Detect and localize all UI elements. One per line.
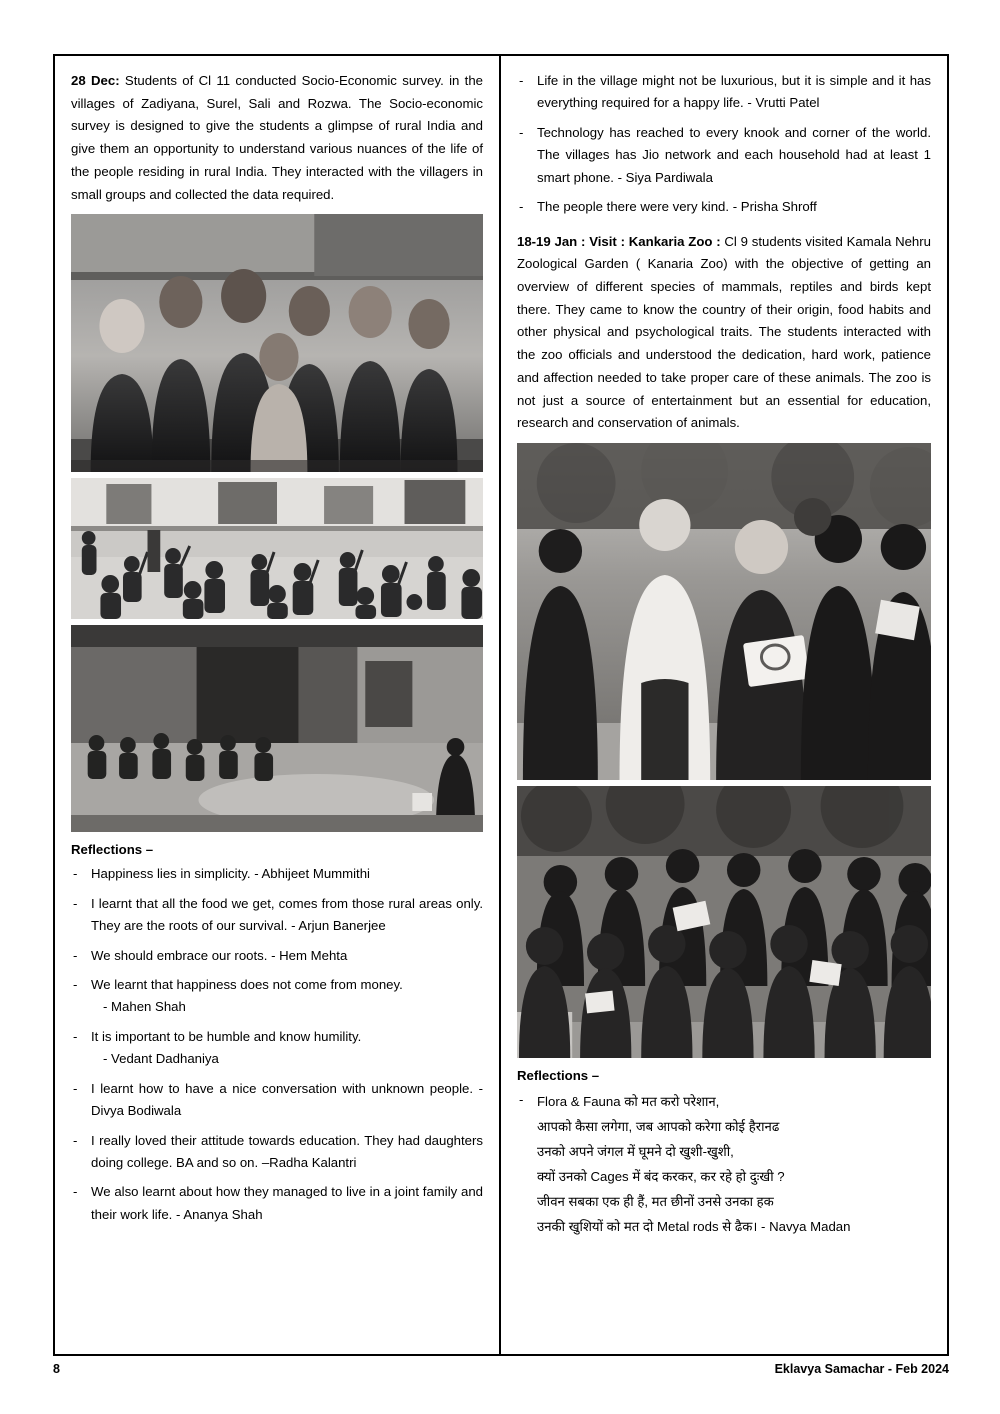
photo-zoo-guide-with-students bbox=[517, 443, 931, 780]
reflection-text: I really loved their attitude towards education. They had daughters doing college. BA and so on. –Radha Kalantri bbox=[91, 1132, 483, 1171]
left-entry-date: 28 Dec: bbox=[71, 73, 120, 88]
reflection-text: The people there were very kind. - Prisha Shroff bbox=[537, 199, 817, 215]
right-poem-list bbox=[517, 1089, 931, 1239]
list-item bbox=[71, 893, 483, 938]
content-frame bbox=[53, 54, 949, 1356]
right-top-reflections-list bbox=[517, 70, 931, 219]
bullet-dash: - bbox=[73, 866, 78, 882]
reflection-attribution: - Vedant Dadhaniya bbox=[103, 1051, 219, 1067]
left-reflections-heading: Reflections – bbox=[71, 842, 154, 858]
left-entry-paragraph bbox=[71, 70, 483, 206]
bullet-dash: - bbox=[73, 1028, 78, 1044]
bullet-dash: - bbox=[73, 895, 78, 911]
list-item bbox=[517, 1089, 931, 1239]
right-entry-text: Cl 9 students visited Kamala Nehru Zoological Garden ( Kanaria Zoo) with the objective of getting an overview of different species of mammals, reptiles and birds kept there. They came to know the country of their origin, food habits and other physical and psychological traits. The students interacted with the zoo officials and understood the dedication, hard work, patience and affection needed to take proper care of these animals. The zoo is not just a source of entertainment but an essential for education, research and conservation of animals. bbox=[517, 233, 931, 431]
page-number: 8 bbox=[53, 1362, 60, 1376]
list-item bbox=[71, 974, 483, 1019]
bullet-dash: - bbox=[73, 976, 78, 992]
bullet-dash: - bbox=[519, 199, 524, 215]
bullet-dash: - bbox=[73, 1132, 78, 1148]
poem-line: Flora & Fauna को मत करो परेशान, bbox=[537, 1093, 720, 1109]
bullet-dash: - bbox=[519, 1091, 524, 1107]
right-entry-date: 18-19 Jan : Visit : Kankaria Zoo : bbox=[517, 233, 721, 249]
reflection-text: Happiness lies in simplicity. - Abhijeet Mummithi bbox=[91, 866, 370, 882]
right-entry-paragraph bbox=[517, 231, 931, 435]
reflection-text: We should embrace our roots. - Hem Mehta bbox=[91, 947, 348, 963]
list-item bbox=[517, 122, 931, 189]
left-reflections-list bbox=[71, 863, 483, 1226]
photo-1-graphic bbox=[71, 214, 483, 472]
page-footer bbox=[53, 1362, 949, 1376]
photo-3-graphic bbox=[71, 625, 483, 832]
reflection-text: We also learnt about how they managed to live in a joint family and their work life. - Ananya Shah bbox=[91, 1184, 483, 1222]
poem-line: आपको कैसा लगेगा, जब आपको करेगा कोई हैरानढ bbox=[537, 1119, 780, 1135]
bullet-dash: - bbox=[519, 73, 524, 88]
list-item bbox=[71, 1130, 483, 1175]
list-item bbox=[71, 945, 483, 967]
reflection-attribution: - Mahen Shah bbox=[103, 999, 186, 1015]
reflection-text: I learnt how to have a nice conversation with unknown people. - Divya Bodiwala bbox=[91, 1080, 483, 1119]
list-item bbox=[71, 1181, 483, 1226]
reflection-text: Life in the village might not be luxurious, but it is simple and it has everything required for a happy life. - Vrutti Patel bbox=[537, 73, 931, 111]
poem-line: जीवन सबका एक ही हैं, मत छीनों उनसे उनका हक bbox=[537, 1194, 774, 1210]
left-column bbox=[55, 56, 501, 1354]
footer-publication: Eklavya Samachar - Feb 2024 bbox=[774, 1362, 949, 1376]
bullet-dash: - bbox=[73, 947, 78, 963]
photo-4-graphic bbox=[517, 443, 931, 780]
list-item bbox=[517, 70, 931, 115]
photo-students-sitting-in-courtyard bbox=[71, 625, 483, 832]
poem-line: क्यों उनको Cages में बंद करकर, कर रहे हो दुःखी ? bbox=[537, 1169, 785, 1185]
photo-village-children-assembly bbox=[71, 478, 483, 619]
list-item bbox=[517, 196, 931, 218]
reflection-text: We learnt that happiness does not come from money. bbox=[91, 976, 403, 992]
list-item bbox=[71, 863, 483, 885]
bullet-dash: - bbox=[73, 1184, 78, 1200]
reflection-text: It is important to be humble and know humility. bbox=[91, 1028, 362, 1044]
bullet-dash: - bbox=[73, 1080, 78, 1096]
reflection-text: Technology has reached to every knook and corner of the world. The villages has Jio network and each household had at least 1 smart phone. - Siya Pardiwala bbox=[537, 124, 931, 185]
photo-2-graphic bbox=[71, 478, 483, 619]
list-item bbox=[71, 1078, 483, 1123]
bullet-dash: - bbox=[519, 124, 524, 140]
photo-group-of-students-at-zoo bbox=[517, 786, 931, 1058]
right-column bbox=[501, 56, 947, 1354]
right-reflections-heading: Reflections – bbox=[517, 1067, 600, 1083]
poem bbox=[537, 1089, 931, 1239]
reflection-text: I learnt that all the food we get, comes from those rural areas only. They are the roots of our survival. - Arjun Banerjee bbox=[91, 895, 483, 934]
photo-students-with-village-girl bbox=[71, 214, 483, 472]
photo-5-graphic bbox=[517, 786, 931, 1058]
poem-line: उनकी खुशियों को मत दो Metal rods से ढैक। - Navya Madan bbox=[537, 1219, 851, 1235]
list-item bbox=[71, 1026, 483, 1071]
poem-line: उनको अपने जंगल में घूमने दो खुशी-खुशी, bbox=[537, 1144, 734, 1160]
left-entry-text: Students of Cl 11 conducted Socio-Economic survey. in the villages of Zadiyana, Surel, Sali and Rozwa. The Socio-economic survey is designed to give the students a glimpse of rural India and give them an opportunity to understand various nuances of the life of the people residing in rural India. They interacted with the villagers in small groups and collected the data required. bbox=[71, 73, 484, 202]
